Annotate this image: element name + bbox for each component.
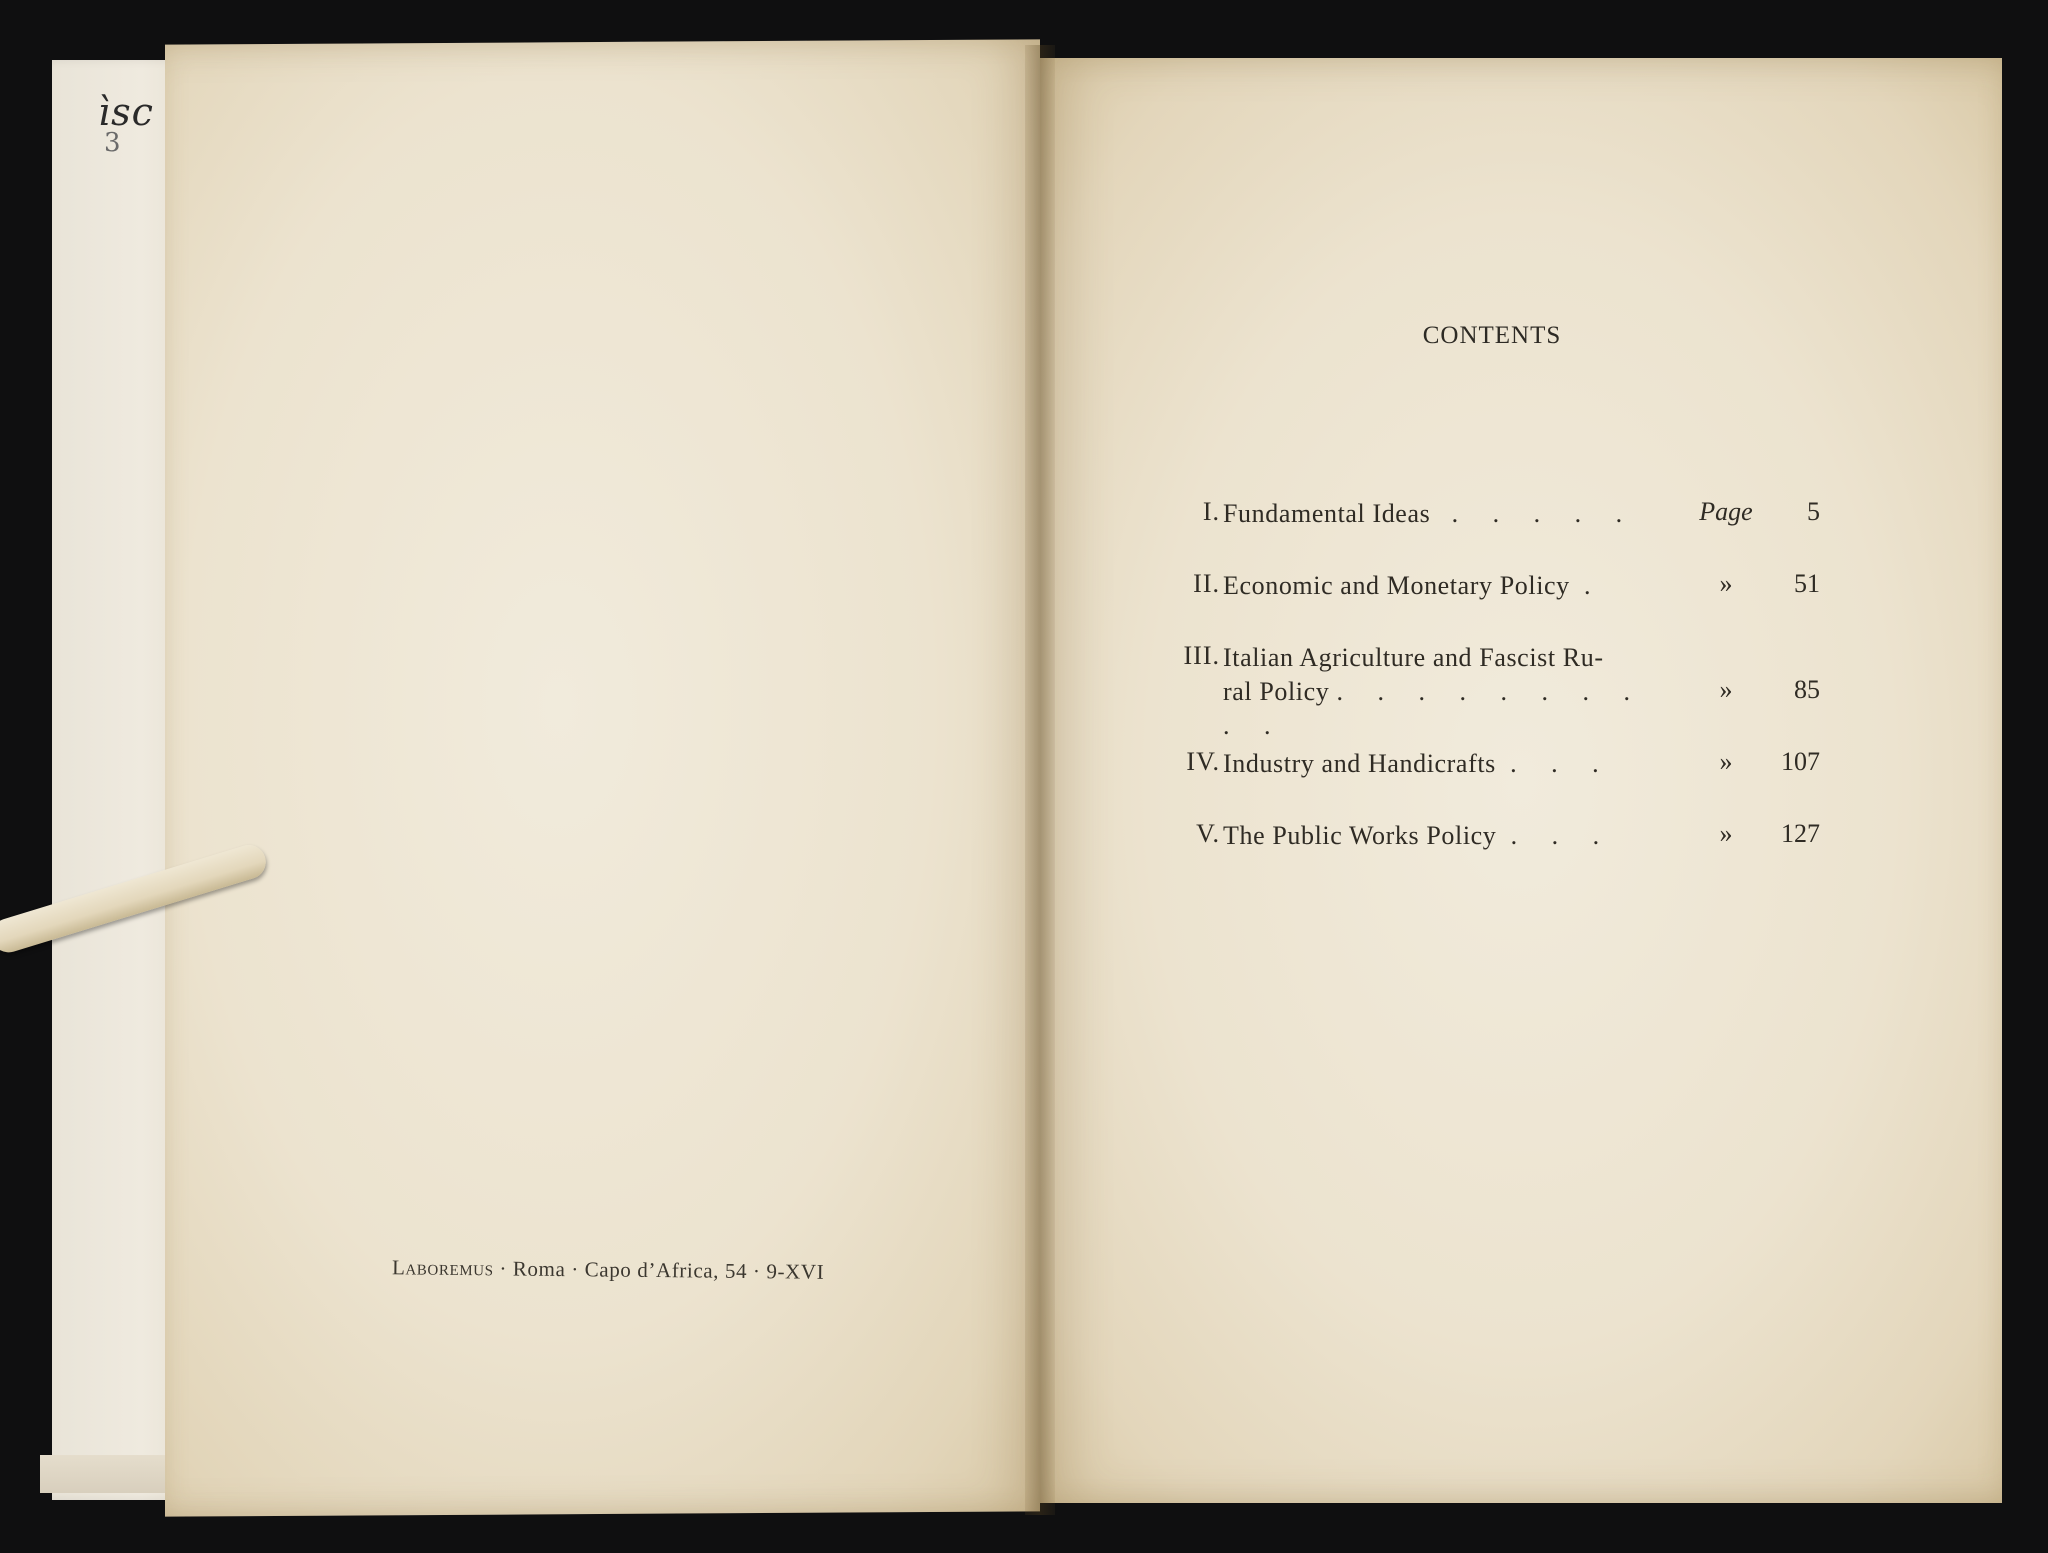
contents-title: CONTENTS	[1422, 322, 1562, 349]
margin-note: ìsc	[98, 90, 154, 134]
toc-ditto-mark: »	[1719, 747, 1733, 776]
toc-page-number: 51	[1794, 569, 1820, 598]
toc-chapter-title: Fundamental Ideas . . . . .	[1223, 499, 1637, 528]
toc-chapter-number: I.	[1202, 497, 1220, 526]
toc-page-number: 85	[1794, 675, 1820, 704]
toc-chapter-title: Industry and Handicrafts . . .	[1223, 749, 1613, 778]
toc-chapter-number: III.	[1183, 641, 1220, 670]
toc-page-number: 127	[1781, 819, 1820, 848]
imprint-details: · Roma · Capo d’Africa, 54 · 9-XVI	[493, 1256, 825, 1284]
toc-ditto-mark: »	[1719, 819, 1733, 848]
margin-note-2: 3	[104, 128, 121, 158]
toc-ditto-mark: »	[1719, 569, 1733, 598]
toc-chapter-number: II.	[1193, 569, 1220, 598]
left-page	[165, 39, 1040, 1516]
toc-chapter-title: The Public Works Policy . . .	[1223, 821, 1614, 850]
toc-chapter-number: IV.	[1186, 747, 1220, 776]
imprint-publisher: Laboremus	[391, 1255, 494, 1281]
toc-page-label: Page	[1699, 497, 1753, 526]
toc-chapter-title: Italian Agriculture and Fascist Ru- ral Policy . . . . . . . . . .	[1223, 643, 1644, 740]
toc-page-number: 5	[1807, 497, 1820, 526]
toc-chapter-title: Economic and Monetary Policy .	[1223, 571, 1605, 600]
toc-page-number: 107	[1781, 747, 1820, 776]
book-gutter	[1025, 45, 1055, 1515]
toc-chapter-number: V.	[1196, 819, 1220, 848]
toc-ditto-mark: »	[1719, 675, 1733, 704]
